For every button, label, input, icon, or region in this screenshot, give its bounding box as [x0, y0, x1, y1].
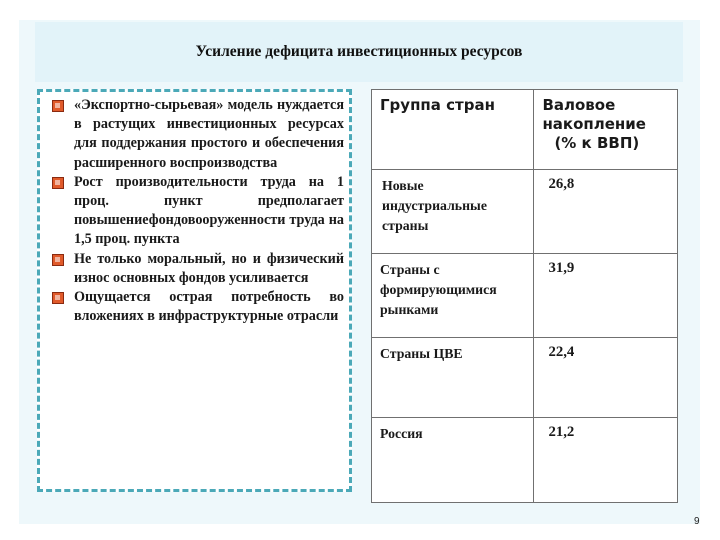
- list-item: [52, 96, 344, 173]
- row-value: 21,2: [534, 418, 678, 503]
- row-group: Страны с формирующимися рынками: [372, 254, 534, 338]
- row-group: Россия: [372, 418, 534, 503]
- bullet-text: Рост производительности труда на 1 проц. пункт предполагает повышениефондовооруженности труда на 1,5 проц. пункта: [74, 173, 344, 248]
- square-bullet-icon: [52, 254, 64, 266]
- table-row: [372, 170, 678, 254]
- header-gross-accumulation: [534, 90, 678, 170]
- row-value: 26,8: [534, 170, 678, 254]
- row-group: Страны ЦВЕ: [372, 338, 534, 418]
- bullet-list: [52, 96, 344, 326]
- square-bullet-icon: [52, 292, 64, 304]
- header-line: Валовое: [542, 96, 616, 114]
- bullet-text: Ощущается острая потребность во вложениях в инфраструктурные отрасли: [74, 289, 344, 325]
- header-line: накопление: [542, 115, 646, 133]
- header-country-group: Группа стран: [372, 90, 534, 170]
- table-header-row: [372, 90, 678, 170]
- list-item: [52, 173, 344, 250]
- table-row: [372, 338, 678, 418]
- square-bullet-icon: [52, 177, 64, 189]
- list-item: [52, 250, 344, 288]
- accumulation-table: [371, 89, 678, 503]
- list-item: [52, 288, 344, 326]
- page-number: 9: [694, 516, 700, 527]
- table-row: [372, 418, 678, 503]
- square-bullet-icon: [52, 100, 64, 112]
- row-value: 31,9: [534, 254, 678, 338]
- bullet-text: «Экспортно-сырьевая» модель нуждается в растущих инвестиционных ресурсах для поддержания простого и обеспечения расширенного воспроизводства: [74, 97, 344, 171]
- header-line: (% к ВВП): [554, 134, 640, 152]
- table-row: [372, 254, 678, 338]
- row-group: Новые индустриальные страны: [372, 170, 534, 254]
- bullet-text: Не только моральный, но и физический износ основных фондов усиливается: [74, 250, 344, 286]
- row-value: 22,4: [534, 338, 678, 418]
- slide-title: Усиление дефицита инвестиционных ресурсов: [195, 43, 523, 60]
